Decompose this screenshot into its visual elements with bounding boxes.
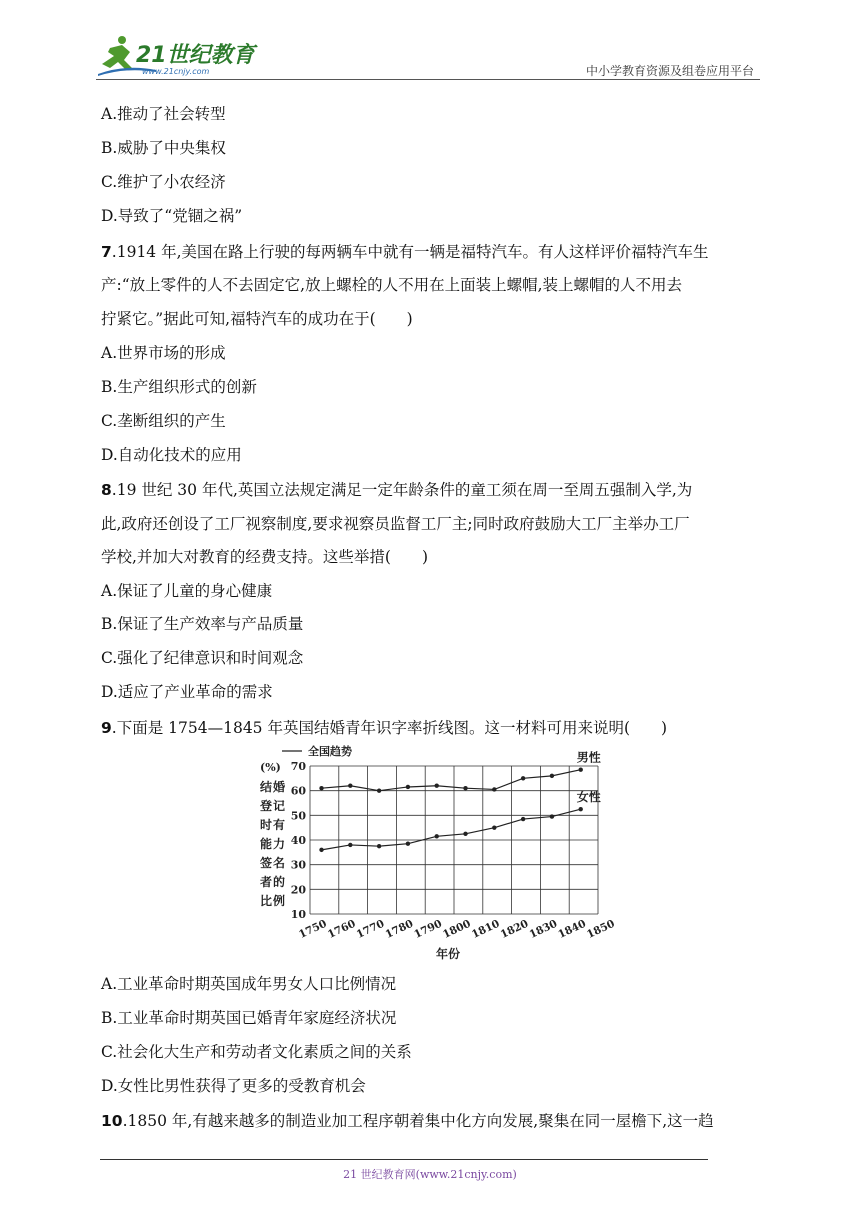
x-tick-labels [297, 918, 617, 941]
text-line [101, 1042, 412, 1062]
data-point [492, 825, 496, 829]
data-point [550, 774, 554, 778]
line-text: D.自动化技术的应用 [101, 446, 242, 464]
line-text: 拧紧它。”据此可知,福特汽车的成功在于( ) [101, 310, 413, 328]
question-stem-line [101, 1111, 714, 1131]
y-label-char: 例 [273, 894, 286, 908]
question-number: 10 [101, 1112, 123, 1130]
y-tick-label: 50 [290, 809, 306, 823]
text-line [101, 614, 303, 634]
question-stem-line [101, 480, 692, 500]
question-stem-line [101, 242, 709, 262]
chart-grid [310, 766, 598, 914]
line-text: .1914 年,美国在路上行驶的每两辆车中就有一辆是福特汽车。有人这样评价福特汽车生 [111, 243, 709, 261]
text-line [101, 974, 396, 994]
line-text: A.工业革命时期英国成年男女人口比例情况 [101, 975, 397, 993]
x-tick-label: 1790 [412, 917, 444, 941]
x-tick-label: 1820 [498, 917, 531, 941]
text-line [101, 104, 226, 124]
line-text: B.工业革命时期英国已婚青年家庭经济状况 [101, 1009, 397, 1027]
line-text: B.保证了生产效率与产品质量 [101, 615, 304, 633]
data-point [319, 786, 323, 790]
y-label-char: 有 [273, 818, 286, 832]
series-label: 女性 [576, 790, 601, 805]
page-header [96, 34, 760, 80]
y-tick-label: 30 [290, 858, 306, 872]
text-line [101, 547, 428, 567]
literacy-line-chart [250, 740, 617, 970]
text-line [101, 343, 226, 363]
question-number: 8 [101, 481, 112, 499]
text-line [101, 377, 257, 397]
x-tick-label: 1770 [354, 917, 387, 941]
line-text: A.保证了儿童的身心健康 [101, 582, 273, 600]
data-point [521, 776, 525, 780]
line-text: 此,政府还创设了工厂视察制度,要求视察员监督工厂主;同时政府鼓励大工厂主举办工厂 [101, 515, 690, 533]
x-tick-label: 1760 [325, 917, 358, 941]
platform-name: 中小学教育资源及组卷应用平台 [585, 64, 754, 78]
text-line [101, 1008, 396, 1028]
x-axis-label: 年份 [436, 947, 461, 961]
y-tick-label: 70 [290, 760, 306, 773]
x-tick-label: 1750 [297, 917, 329, 941]
data-point [435, 834, 439, 838]
line-text: B.威胁了中央集权 [101, 139, 226, 157]
y-label-char: 记 [273, 799, 286, 813]
data-point [377, 844, 381, 848]
footer-text: 21 世纪教育网(www.21cnjy.com) [343, 1168, 517, 1181]
data-point [492, 787, 496, 791]
y-tick-label: 10 [290, 908, 306, 921]
x-tick-label: 1840 [556, 917, 588, 941]
line-text: A.世界市场的形成 [101, 344, 226, 362]
line-text: A.推动了社会转型 [101, 105, 226, 123]
text-line [101, 275, 682, 295]
series-line [322, 770, 581, 791]
data-point [463, 786, 467, 790]
line-text: .下面是 1754—1845 年英国结婚青年识字率折线图。这一材料可用来说明( ) [111, 719, 668, 737]
line-text: C.维护了小农经济 [101, 173, 226, 191]
line-text: C.社会化大生产和劳动者文化素质之间的关系 [101, 1043, 412, 1061]
data-point [435, 784, 439, 788]
text-line [101, 138, 226, 158]
data-point [579, 768, 583, 772]
chart-series [319, 750, 600, 852]
y-axis-unit: (%) [260, 761, 281, 774]
footer-divider [100, 1159, 708, 1160]
text-line [101, 206, 242, 226]
y-label-char: 签 [260, 856, 273, 870]
series-label: 男性 [576, 750, 601, 765]
line-text: C.强化了纪律意识和时间观念 [101, 649, 304, 667]
data-point [463, 832, 467, 836]
y-tick-label: 60 [290, 784, 306, 798]
data-point [406, 842, 410, 846]
x-tick-label: 1830 [527, 917, 560, 941]
y-label-char: 比 [260, 894, 273, 908]
y-label-char: 力 [273, 837, 286, 851]
x-tick-label: 1800 [441, 917, 473, 941]
data-point [406, 785, 410, 789]
y-tick-labels [291, 760, 307, 921]
x-tick-label: 1780 [383, 917, 416, 941]
chart-legend [282, 744, 352, 758]
y-label-char: 者 [260, 875, 273, 889]
y-label-char: 结 [260, 780, 273, 794]
text-line [101, 1076, 366, 1096]
x-tick-label: 1810 [469, 917, 502, 941]
data-point [521, 817, 525, 821]
text-line [101, 581, 272, 601]
line-text: 产:“放上零件的人不去固定它,放上螺栓的人不用在上面装上螺帽,装上螺帽的人不用去 [101, 276, 683, 294]
y-label-char: 能 [260, 837, 273, 851]
header-divider [96, 79, 760, 80]
line-text: D.女性比男性获得了更多的受教育机会 [101, 1077, 366, 1095]
data-point [348, 843, 352, 847]
line-text: C.垄断组织的产生 [101, 412, 226, 430]
y-label-char: 名 [273, 856, 286, 870]
data-point [550, 814, 554, 818]
y-axis-label [259, 779, 285, 908]
line-text: 学校,并加大对教育的经费支持。这些举措( ) [101, 548, 429, 566]
y-label-char: 婚 [273, 780, 286, 794]
y-label-char: 登 [260, 799, 273, 813]
line-text: .19 世纪 30 年代,英国立法规定满足一定年龄条件的童工须在周一至周五强制入学,为 [111, 481, 693, 499]
line-text: B.生产组织形式的创新 [101, 378, 257, 396]
logo-url: www.21cnjy.com [142, 67, 210, 76]
text-line [101, 648, 303, 668]
site-logo [96, 34, 266, 78]
x-tick-label: 1850 [585, 917, 617, 941]
question-stem-line [101, 718, 667, 738]
legend-label: 全国趋势 [308, 745, 352, 758]
line-text: D.适应了产业革命的需求 [101, 683, 273, 701]
y-label-char: 时 [260, 818, 273, 832]
question-number: 7 [101, 243, 112, 261]
logo-text: 21世纪教育 [136, 43, 255, 68]
y-tick-label: 20 [290, 883, 306, 897]
text-line [101, 445, 242, 465]
data-point [579, 807, 583, 811]
data-point [319, 848, 323, 852]
text-line [101, 309, 413, 329]
question-number: 9 [101, 719, 112, 737]
text-line [101, 514, 690, 534]
line-text: D.导致了“党锢之祸” [101, 207, 243, 225]
data-point [348, 784, 352, 788]
text-line [101, 682, 273, 702]
y-label-char: 的 [273, 875, 286, 889]
text-line [101, 172, 226, 192]
data-point [377, 788, 381, 792]
y-tick-label: 40 [290, 834, 306, 847]
text-line [101, 411, 226, 431]
line-text: .1850 年,有越来越多的制造业加工程序朝着集中化方向发展,聚集在同一屋檐下,这一趋 [122, 1112, 714, 1130]
